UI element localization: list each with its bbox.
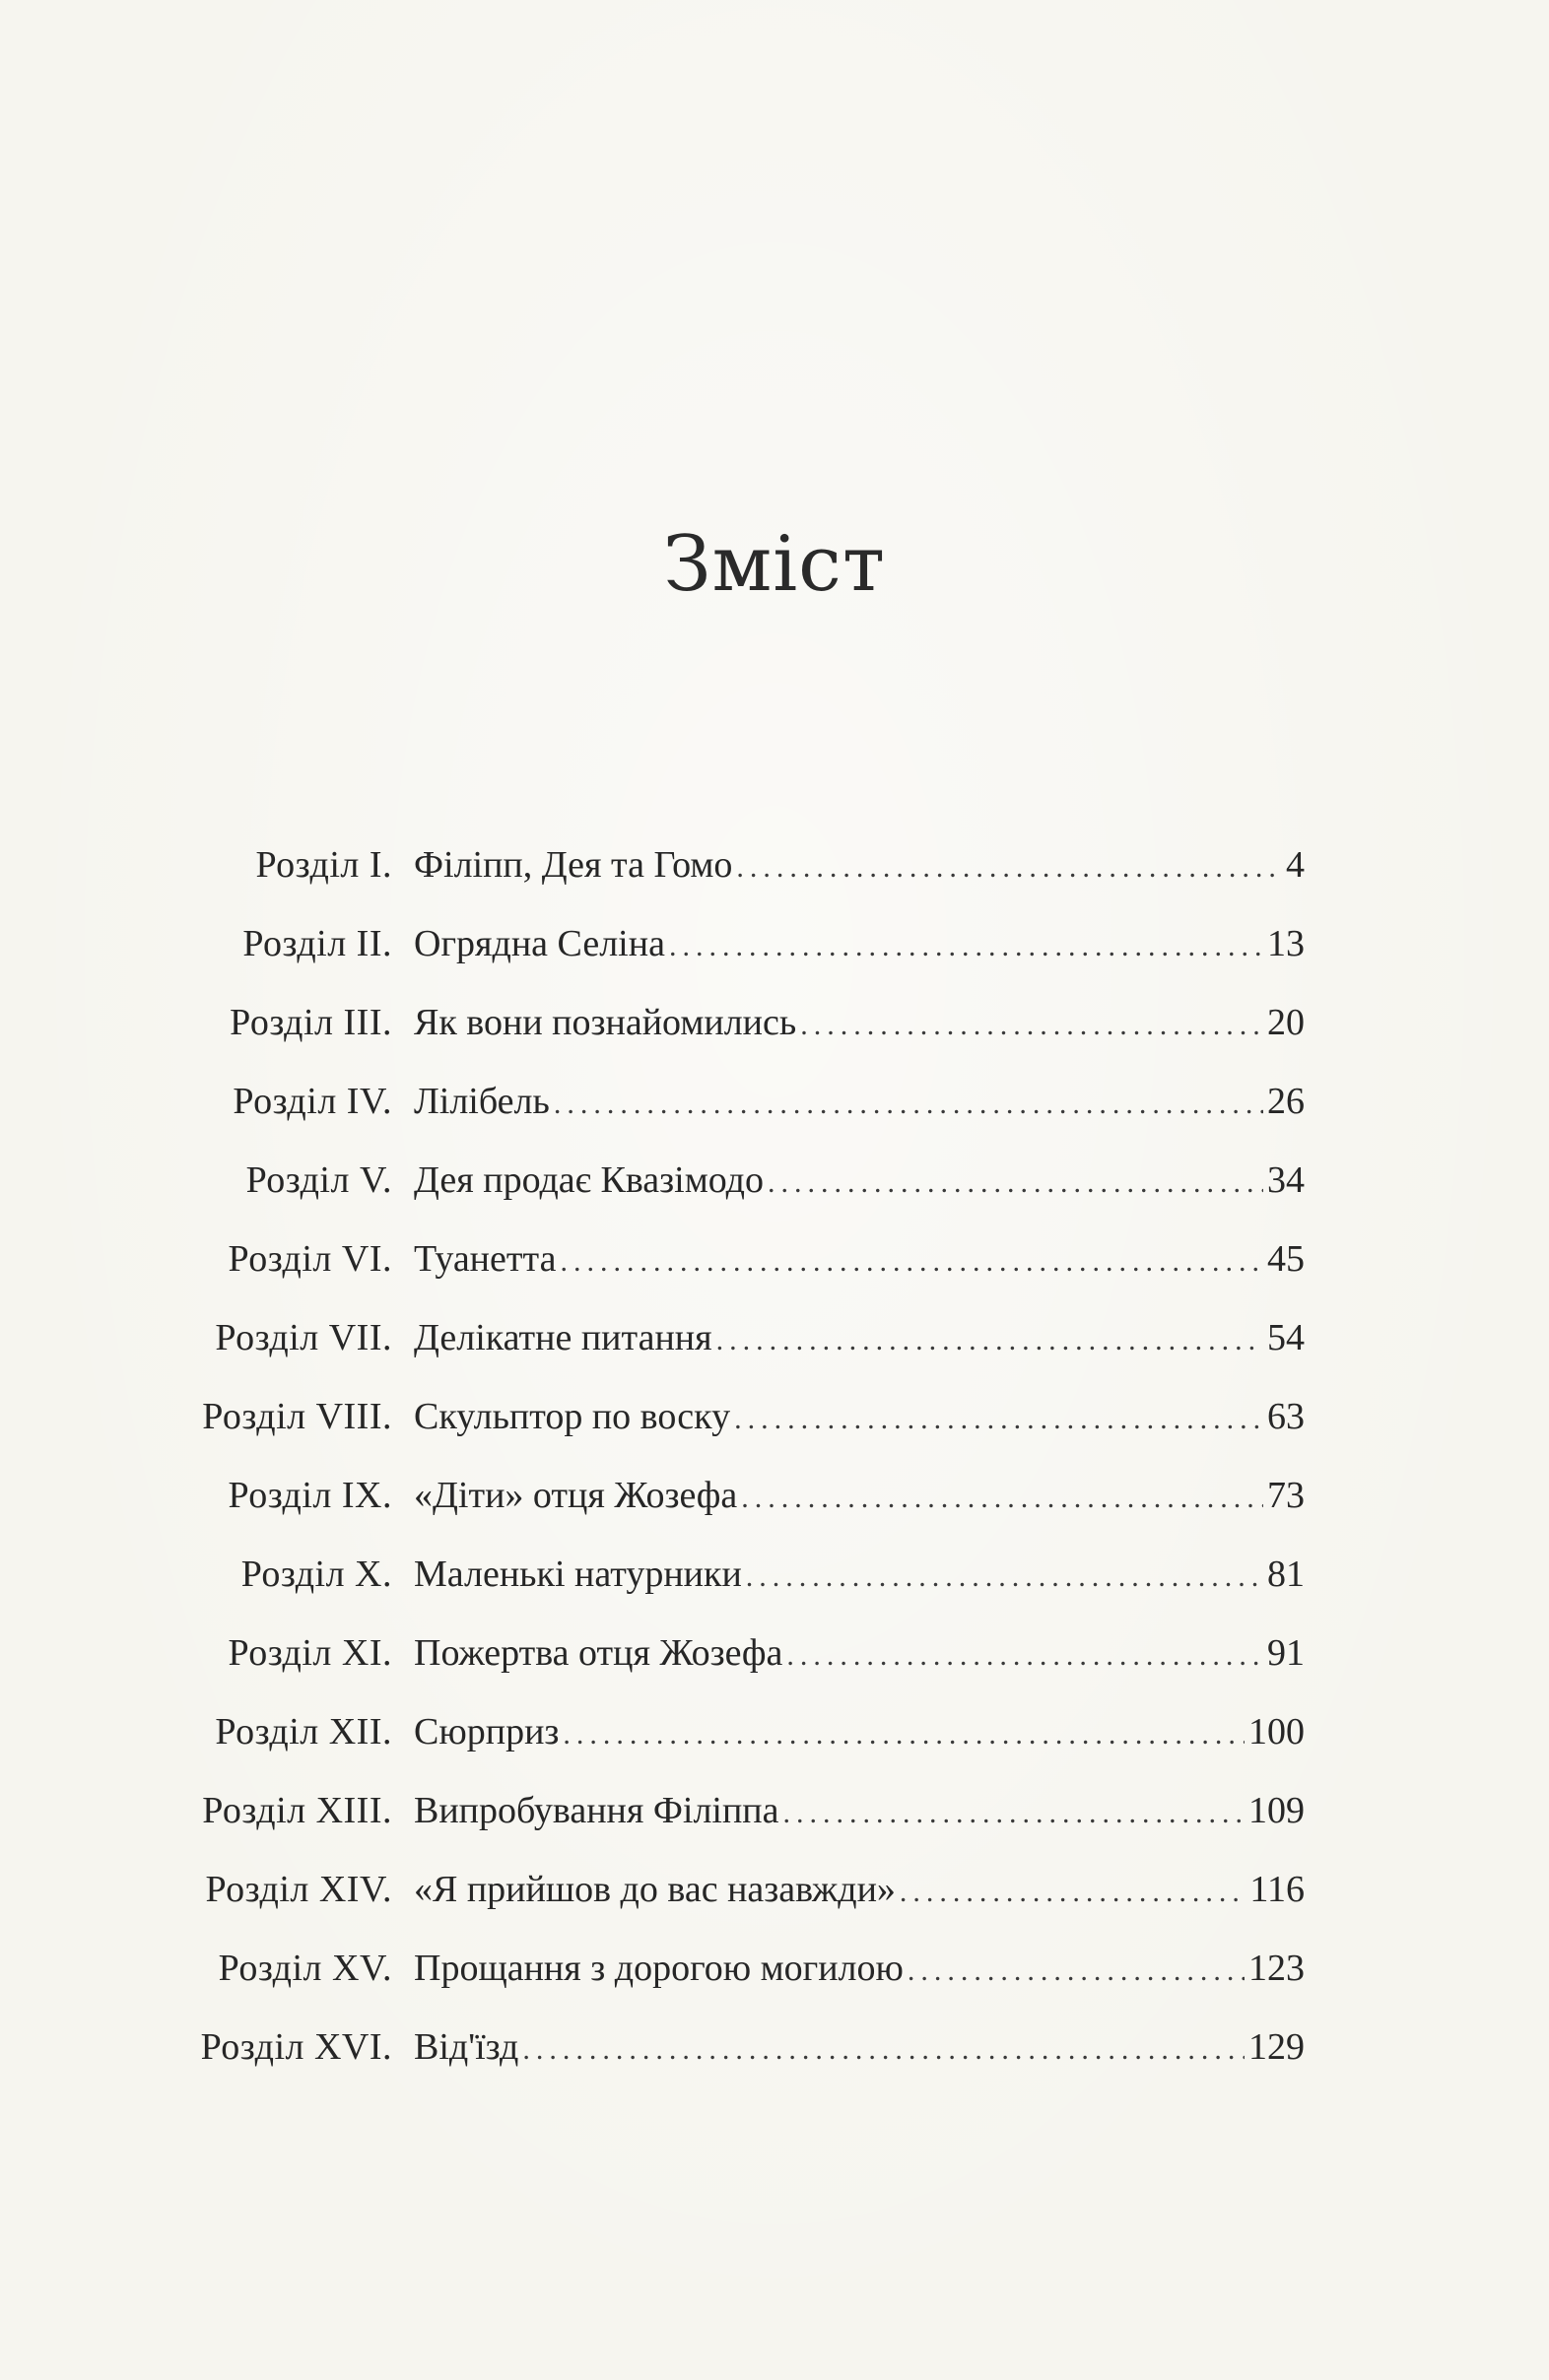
- chapter-label: Розділ XVI.: [200, 2026, 392, 2068]
- page-number: 20: [1267, 1002, 1305, 1043]
- chapter-title: Делікатне питання: [414, 1317, 712, 1358]
- toc-entry: [414, 997, 1305, 1051]
- toc-entry: [414, 1864, 1305, 1918]
- chapter-label: Розділ XIII.: [202, 1790, 392, 1831]
- chapter-title: Огрядна Селіна: [414, 923, 665, 964]
- dot-leader: [783, 1788, 1246, 1839]
- chapter-title: Як вони познайомились: [414, 1002, 797, 1043]
- toc-row: [0, 1864, 1549, 1943]
- chapter-title: Скульптор по воску: [414, 1396, 731, 1437]
- page-number: 91: [1267, 1632, 1305, 1674]
- dot-leader: [800, 1000, 1263, 1051]
- chapter-title: «Діти» отця Жозефа: [414, 1475, 738, 1516]
- toc-entry: [414, 1233, 1305, 1288]
- page-number: 63: [1267, 1396, 1305, 1437]
- chapter-title: «Я прийшов до вас назавжди»: [414, 1869, 896, 1910]
- chapter-label: Розділ XV.: [218, 1948, 392, 1989]
- toc-row: [0, 839, 1549, 918]
- toc-entry: [414, 1943, 1305, 1997]
- toc-entry: [414, 1627, 1305, 1682]
- toc-row: [0, 1549, 1549, 1627]
- page-title: Зміст: [662, 520, 887, 609]
- toc-row: [0, 1391, 1549, 1470]
- dot-leader: [560, 1236, 1263, 1288]
- page-number: 4: [1286, 844, 1305, 886]
- chapter-title: Сюрприз: [414, 1711, 560, 1752]
- page-number: 45: [1267, 1238, 1305, 1280]
- toc-entry: [414, 1391, 1305, 1445]
- toc-entry: [414, 1312, 1305, 1366]
- toc-row: [0, 997, 1549, 1076]
- page-number: 109: [1248, 1790, 1305, 1831]
- toc-row: [0, 1076, 1549, 1155]
- dot-leader: [786, 1630, 1263, 1682]
- chapter-label: Розділ IX.: [228, 1475, 392, 1516]
- dot-leader: [522, 2024, 1245, 2076]
- page-number: 26: [1267, 1081, 1305, 1122]
- chapter-label: Розділ II.: [242, 923, 392, 964]
- toc-row: [0, 1312, 1549, 1391]
- toc-row: [0, 918, 1549, 997]
- toc-entry: [414, 2021, 1305, 2076]
- dot-leader: [669, 921, 1263, 972]
- chapter-title: Лілібель: [414, 1081, 550, 1122]
- chapter-title: Туанетта: [414, 1238, 557, 1280]
- page-number: 13: [1267, 923, 1305, 964]
- toc-entry: [414, 1549, 1305, 1603]
- toc-row: [0, 1785, 1549, 1864]
- page-number: 123: [1248, 1948, 1305, 1989]
- chapter-title: Дея продає Квазімодо: [414, 1159, 764, 1201]
- page-number: 73: [1267, 1475, 1305, 1516]
- page-number: 34: [1267, 1159, 1305, 1201]
- toc-row: [0, 1943, 1549, 2021]
- toc-entry: [414, 1076, 1305, 1130]
- toc-entry: [414, 1470, 1305, 1524]
- page-number: 54: [1267, 1317, 1305, 1358]
- dot-leader: [746, 1552, 1263, 1603]
- toc-entry: [414, 1785, 1305, 1839]
- toc-row: [0, 1470, 1549, 1549]
- toc-row: [0, 1233, 1549, 1312]
- chapter-label: Розділ IV.: [233, 1081, 392, 1122]
- dot-leader: [554, 1079, 1263, 1130]
- dot-leader: [908, 1946, 1245, 1997]
- dot-leader: [736, 842, 1282, 893]
- page-number: 81: [1267, 1554, 1305, 1595]
- chapter-label: Розділ V.: [245, 1159, 392, 1201]
- dot-leader: [563, 1709, 1245, 1760]
- chapter-label: Розділ VI.: [228, 1238, 392, 1280]
- dot-leader: [900, 1867, 1246, 1918]
- chapter-label: Розділ VIII.: [202, 1396, 392, 1437]
- dot-leader: [734, 1394, 1263, 1445]
- page-number: 100: [1248, 1711, 1305, 1752]
- chapter-label: Розділ XI.: [228, 1632, 392, 1674]
- dot-leader: [716, 1315, 1263, 1366]
- chapter-title: Маленькі натурники: [414, 1554, 742, 1595]
- toc-row: [0, 1155, 1549, 1233]
- chapter-label: Розділ III.: [230, 1002, 392, 1043]
- chapter-label: Розділ VII.: [215, 1317, 392, 1358]
- dot-leader: [741, 1473, 1263, 1524]
- toc-row: [0, 2021, 1549, 2100]
- toc-entry: [414, 1155, 1305, 1209]
- chapter-label: Розділ I.: [255, 844, 392, 886]
- chapter-title: Пожертва отця Жозефа: [414, 1632, 783, 1674]
- toc-entry: [414, 918, 1305, 972]
- toc-entry: [414, 839, 1305, 893]
- chapter-title: Прощання з дорогою могилою: [414, 1948, 904, 1989]
- chapter-label: Розділ X.: [240, 1554, 392, 1595]
- page-number: 116: [1249, 1869, 1305, 1910]
- chapter-label: Розділ XII.: [215, 1711, 392, 1752]
- chapter-label: Розділ XIV.: [205, 1869, 392, 1910]
- dot-leader: [768, 1157, 1263, 1209]
- toc-entry: [414, 1706, 1305, 1760]
- toc-row: [0, 1627, 1549, 1706]
- chapter-title: Випробування Філіппа: [414, 1790, 779, 1831]
- page-number: 129: [1248, 2026, 1305, 2068]
- chapter-title: Філіпп, Дея та Гомо: [414, 844, 733, 886]
- toc-row: [0, 1706, 1549, 1785]
- chapter-title: Від'їзд: [414, 2026, 519, 2068]
